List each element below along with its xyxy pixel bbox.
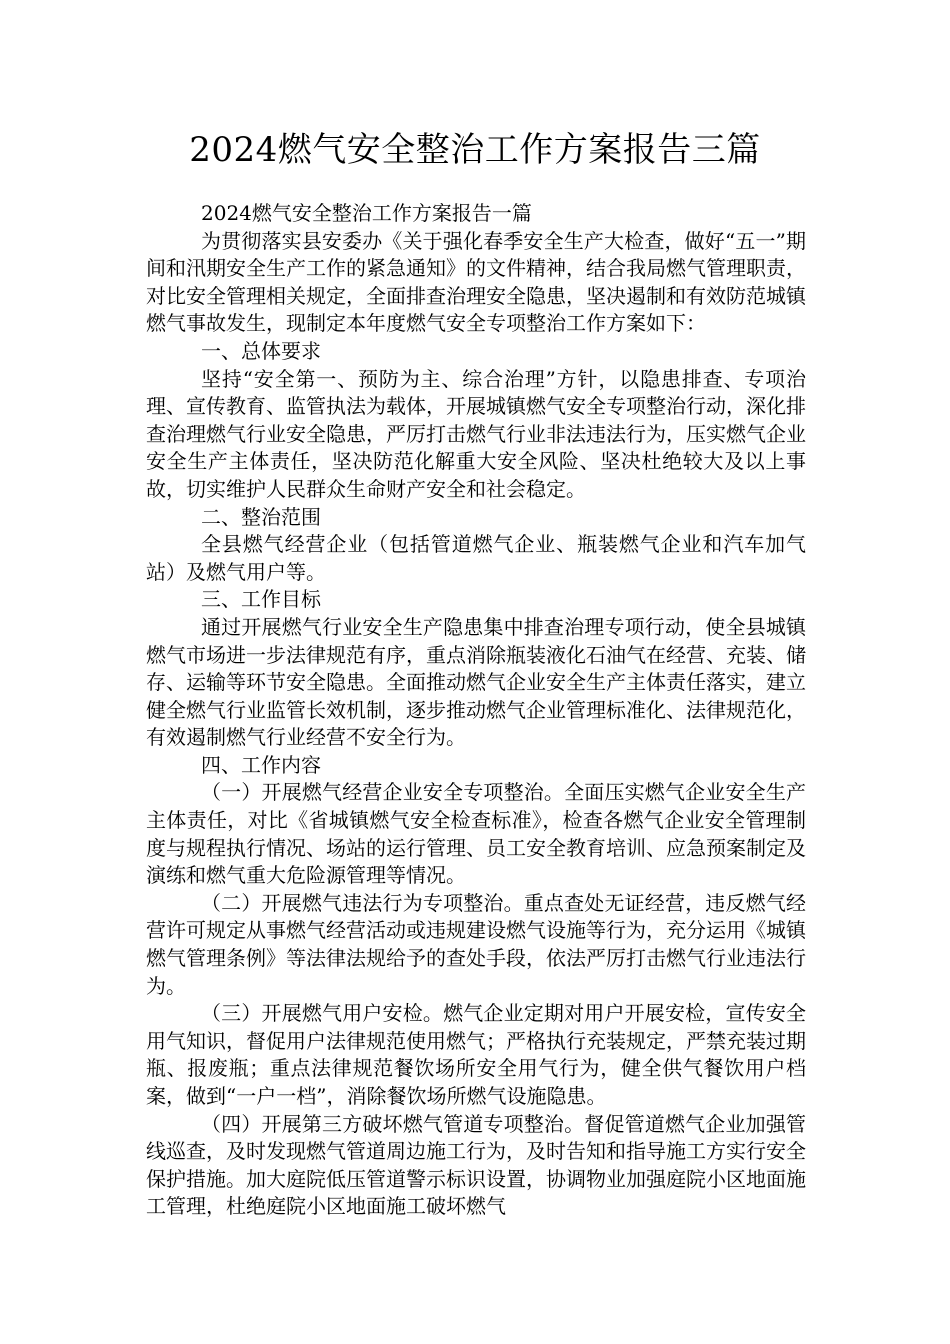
body-paragraph: （二）开展燃气违法行为专项整治。重点查处无证经营，违反燃气经营许可规定从事燃气经营活动或违规建设燃气设施等行为，充分运用《城镇燃气管理条例》等法律法规给予的查处手段，依法严厉打击燃气行业违法行为。 <box>146 890 806 998</box>
section-subtitle: 2024燃气安全整治工作方案报告一篇 <box>201 201 532 225</box>
body-paragraph: 坚持“安全第一、预防为主、综合治理”方针，以隐患排查、专项治理、宣传教育、监管执法为载体，开展城镇燃气安全专项整治行动，深化排查治理燃气行业安全隐患，严厉打击燃气行业非法违法行为，压实燃气企业安全生产主体责任，坚决防范化解重大安全风险、坚决杜绝较大及以上事故，切实维护人民群众生命财产安全和社会稳定。 <box>146 366 806 501</box>
paragraph-list <box>146 228 806 1221</box>
body-paragraph: 为贯彻落实县安委办《关于强化春季安全生产大检查，做好“五一”期间和汛期安全生产工作的紧急通知》的文件精神，结合我局燃气管理职责，对比安全管理相关规定，全面排查治理安全隐患，坚决遏制和有效防范城镇燃气事故发生，现制定本年度燃气安全专项整治工作方案如下： <box>146 228 806 336</box>
body-paragraph: 通过开展燃气行业安全生产隐患集中排查治理专项行动，使全县城镇燃气市场进一步法律规范有序，重点消除瓶装液化石油气在经营、充装、储存、运输等环节安全隐患。全面推动燃气企业安全生产主体责任落实，建立健全燃气行业监管长效机制，逐步推动燃气企业管理标准化、法律规范化，有效遏制燃气行业经营不安全行为。 <box>146 614 806 750</box>
body-paragraph: （三）开展燃气用户安检。燃气企业定期对用户开展安检，宣传安全用气知识，督促用户法律规范使用燃气；严格执行充装规定，严禁充装过期瓶、报废瓶；重点法律规范餐饮场所安全用气行为，健全供气餐饮用户档案，做到“一户一档”，消除餐饮场所燃气设施隐患。 <box>146 1001 806 1108</box>
section-heading: 二、整治范围 <box>201 504 321 529</box>
section-heading: 三、工作目标 <box>201 587 321 612</box>
body-paragraph: 全县燃气经营企业（包括管道燃气企业、瓶装燃气企业和汽车加气站）及燃气用户等。 <box>146 532 806 584</box>
section-heading: 四、工作内容 <box>201 752 321 777</box>
document-body <box>146 200 806 1221</box>
section-heading: 一、总体要求 <box>201 338 321 363</box>
document-title: 2024燃气安全整治工作方案报告三篇 <box>189 130 761 170</box>
body-paragraph: （四）开展第三方破坏燃气管道专项整治。督促管道燃气企业加强管线巡查，及时发现燃气管道周边施工行为，及时告知和指导施工方实行安全保护措施。加大庭院低压管道警示标识设置，协调物业加强庭院小区地面施工管理，杜绝庭院小区地面施工破坏燃气 <box>146 1111 806 1219</box>
body-paragraph: （一）开展燃气经营企业安全专项整治。全面压实燃气企业安全生产主体责任，对比《省城镇燃气安全检查标准》，检查各燃气企业安全管理制度与规程执行情况、场站的运行管理、员工安全教育培训、应急预案制定及演练和燃气重大危险源管理等情况。 <box>146 780 806 888</box>
